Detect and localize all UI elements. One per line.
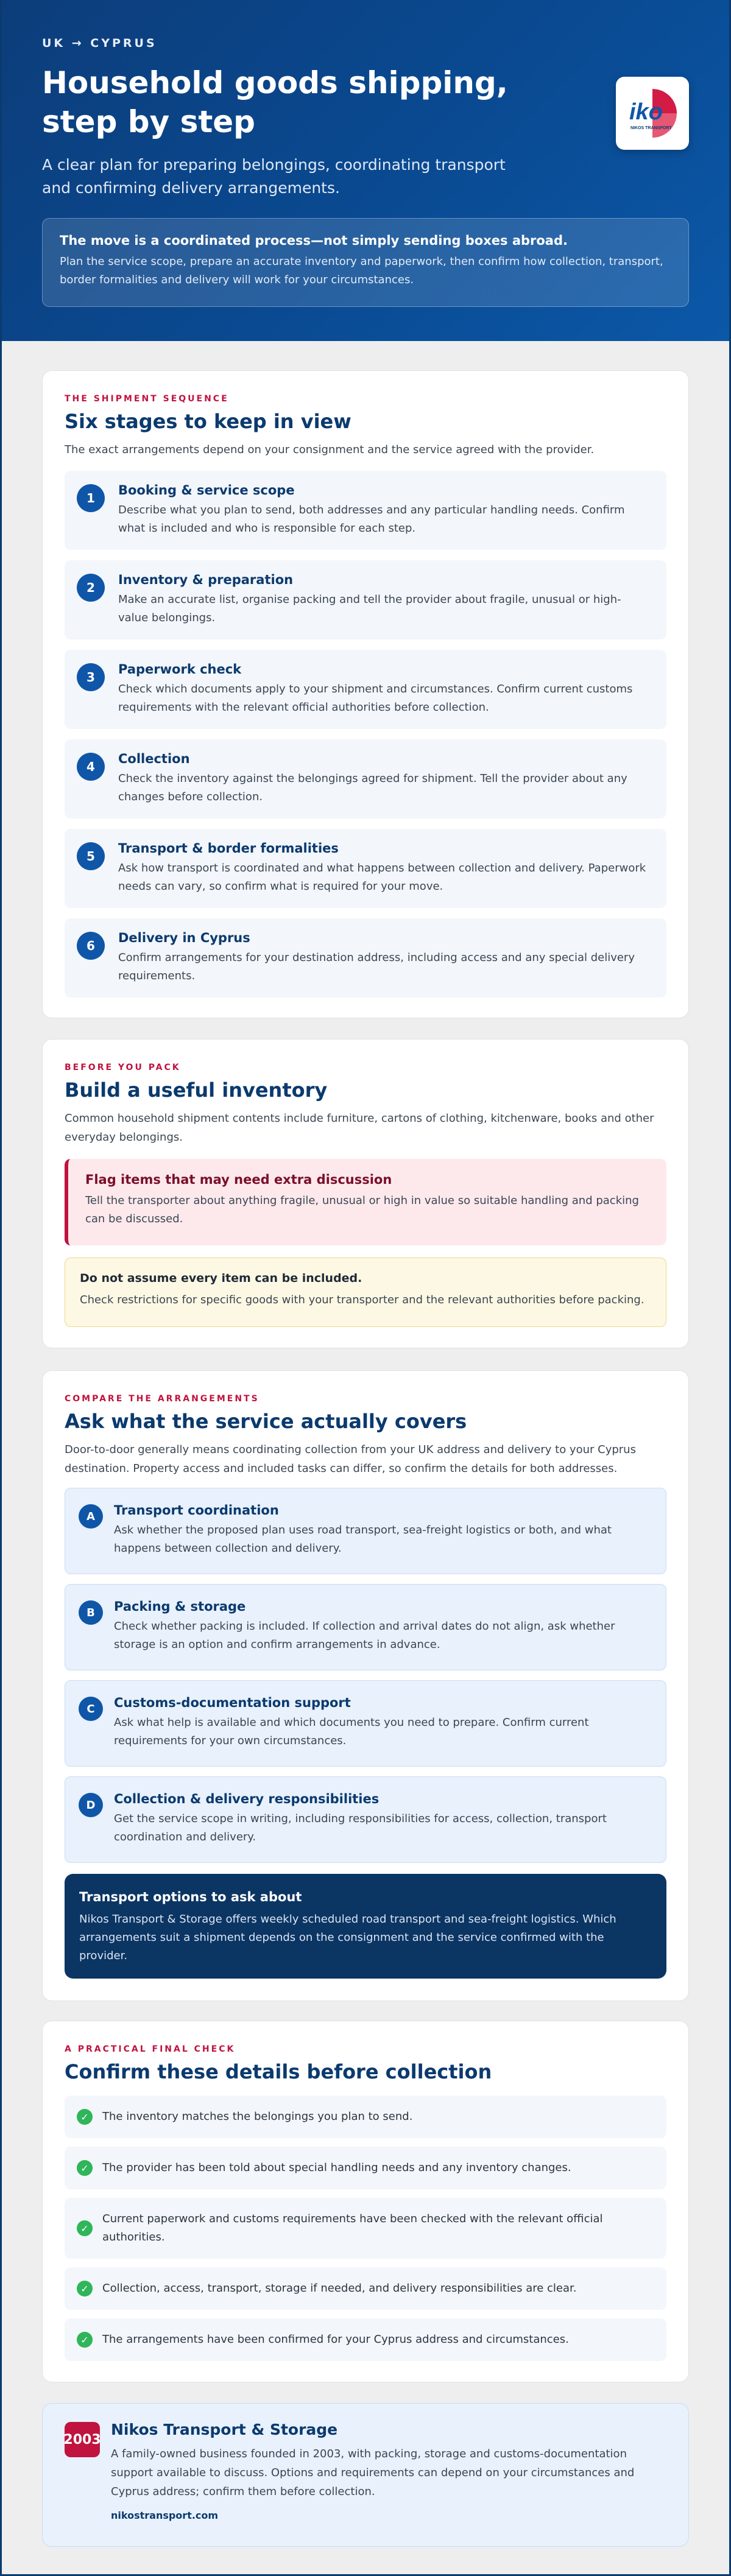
option-text: Ask what help is available and which documents you need to prepare. Confirm current requirements for your own circumstances. xyxy=(114,1716,589,1747)
stage-text: Ask how transport is coordinated and what happens between collection and delivery. Paperwork needs can vary, so confirm what is required for your move. xyxy=(118,862,646,893)
hero-banner xyxy=(2,0,729,341)
service-coverage-section xyxy=(42,1370,689,2001)
stage-text: Make an accurate list, organise packing and tell the provider about fragile, unusual or high-value belongings. xyxy=(118,593,621,624)
stage-text: Confirm arrangements for your destination address, including access and any special delivery requirements. xyxy=(118,951,635,982)
option-text: Check whether packing is included. If collection and arrival dates do not align, ask whether storage is an option and confirm arrangements in advance. xyxy=(114,1620,615,1651)
stage-title: Delivery in Cyprus xyxy=(118,931,250,945)
option-letter: C xyxy=(79,1697,103,1721)
stage-text: Describe what you plan to send, both addresses and any particular handling needs. Confirm what is included and who is responsible for each step. xyxy=(118,504,625,535)
stage-item xyxy=(65,829,666,908)
callout-title: The move is a coordinated process—not simply sending boxes abroad. xyxy=(60,233,568,248)
service-option xyxy=(65,1584,666,1670)
section-kicker: BEFORE YOU PACK xyxy=(65,1063,181,1072)
checklist-item xyxy=(65,2198,666,2259)
logo-mark-icon xyxy=(623,84,682,143)
checklist-text: Current paperwork and customs requirements have been checked with the relevant official authorities. xyxy=(102,2212,603,2243)
option-text: Get the service scope in writing, including responsibilities for access, collection, transport coordination and delivery. xyxy=(114,1812,607,1843)
stage-number: 3 xyxy=(77,663,105,691)
option-title: Transport coordination xyxy=(114,1503,279,1518)
option-text: Ask whether the proposed plan uses road transport, sea-freight logistics or both, and what happens between collection and delivery. xyxy=(114,1524,612,1555)
warning-title: Do not assume every item can be included. xyxy=(80,1272,362,1285)
stage-title: Booking & service scope xyxy=(118,483,295,498)
stage-title: Paperwork check xyxy=(118,662,242,677)
checklist-text: The arrangements have been confirmed for your Cyprus address and circumstances. xyxy=(102,2333,569,2346)
transport-text: Nikos Transport & Storage offers weekly scheduled road transport and sea-freight logistics. Which arrangements suit a shipment depends on the consignment and the service confirmed with the provider. xyxy=(79,1913,616,1962)
check-icon: ✓ xyxy=(77,2281,93,2296)
logo-caption: NIKOS TRANSPORT xyxy=(630,126,672,130)
flag-title: Flag items that may need extra discussion xyxy=(85,1172,392,1187)
checklist-item xyxy=(65,2318,666,2361)
callout-text: Plan the service scope, prepare an accurate inventory and paperwork, then confirm how collection, transport, border formalities and delivery will work for your circumstances. xyxy=(60,255,663,286)
section-intro: Common household shipment contents include furniture, cartons of clothing, kitchenware, books and other everyday belongings. xyxy=(65,1112,654,1144)
warning-text: Check restrictions for specific goods with your transporter and the relevant authorities before packing. xyxy=(80,1293,644,1306)
transport-options-panel xyxy=(65,1874,666,1979)
final-check-section xyxy=(42,2021,689,2382)
hero-callout xyxy=(42,218,689,307)
company-name: Nikos Transport & Storage xyxy=(111,2421,338,2438)
stage-number: 4 xyxy=(77,753,105,781)
flag-text: Tell the transporter about anything fragile, unusual or high in value so suitable handling and packing can be discussed. xyxy=(85,1194,639,1225)
service-option xyxy=(65,1776,666,1863)
section-title: Six stages to keep in view xyxy=(65,410,351,433)
page-title: Household goods shipping, step by step xyxy=(42,65,508,139)
flag-items-callout xyxy=(65,1159,666,1245)
stage-number: 2 xyxy=(77,574,105,602)
stage-number: 6 xyxy=(77,932,105,960)
section-title: Confirm these details before collection xyxy=(65,2060,492,2083)
check-icon: ✓ xyxy=(77,2160,93,2176)
checklist-item xyxy=(65,2096,666,2138)
section-kicker: COMPARE THE ARRANGEMENTS xyxy=(65,1394,260,1404)
checklist-item xyxy=(65,2267,666,2310)
checklist-item xyxy=(65,2147,666,2189)
logo-text: iko xyxy=(629,99,663,125)
option-letter: A xyxy=(79,1504,103,1529)
hero-kicker: UK → CYPRUS xyxy=(42,37,157,50)
stage-text: Check the inventory against the belongings agreed for shipment. Tell the provider about any changes before collection. xyxy=(118,772,627,803)
option-letter: D xyxy=(79,1793,103,1817)
company-description: A family-owned business founded in 2003, with packing, storage and customs-documentation support available to discuss. Options and requirements can depend on your circumstances and Cyprus address; confirm them before collection. xyxy=(111,2448,635,2498)
option-letter: B xyxy=(79,1600,103,1625)
stage-number: 5 xyxy=(77,842,105,870)
checklist-text: The inventory matches the belongings you plan to send. xyxy=(102,2110,413,2123)
restriction-warning xyxy=(65,1258,666,1327)
service-option xyxy=(65,1488,666,1574)
section-intro: The exact arrangements depend on your consignment and the service agreed with the provider. xyxy=(65,443,595,456)
company-website-link[interactable]: nikostransport.com xyxy=(111,2510,219,2521)
section-intro: Door-to-door generally means coordinating collection from your UK address and delivery to your Cyprus destination. Property access and included tasks can differ, so confirm the details for both addresses. xyxy=(65,1443,636,1475)
stage-text: Check which documents apply to your shipment and circumstances. Confirm current customs requirements with the relevant official authorities before collection. xyxy=(118,683,633,714)
stage-item xyxy=(65,560,666,639)
checklist-text: The provider has been told about special handling needs and any inventory changes. xyxy=(102,2161,571,2174)
transport-title: Transport options to ask about xyxy=(79,1890,302,1904)
stage-title: Inventory & preparation xyxy=(118,572,294,587)
stage-title: Transport & border formalities xyxy=(118,841,339,856)
stage-item xyxy=(65,650,666,729)
section-title: Build a useful inventory xyxy=(65,1079,328,1102)
stage-title: Collection xyxy=(118,751,190,766)
stage-item xyxy=(65,471,666,550)
option-title: Packing & storage xyxy=(114,1599,246,1614)
section-kicker: A PRACTICAL FINAL CHECK xyxy=(65,2044,236,2054)
stage-item xyxy=(65,918,666,998)
check-icon: ✓ xyxy=(77,2332,93,2348)
founded-year-badge: 2003 xyxy=(65,2422,100,2457)
stage-item xyxy=(65,739,666,818)
option-title: Collection & delivery responsibilities xyxy=(114,1792,380,1806)
service-option xyxy=(65,1680,666,1767)
inventory-section xyxy=(42,1039,689,1348)
shipment-sequence-section xyxy=(42,370,689,1018)
check-icon: ✓ xyxy=(77,2220,93,2236)
option-title: Customs-documentation support xyxy=(114,1695,351,1710)
check-icon: ✓ xyxy=(77,2109,93,2125)
section-kicker: THE SHIPMENT SEQUENCE xyxy=(65,394,229,404)
section-title: Ask what the service actually covers xyxy=(65,1410,467,1433)
hero-subtitle: A clear plan for preparing belongings, coordinating transport and confirming delivery arrangements. xyxy=(42,156,506,197)
company-footer xyxy=(42,2403,689,2547)
company-logo xyxy=(616,77,689,150)
checklist-text: Collection, access, transport, storage if needed, and delivery responsibilities are clear. xyxy=(102,2282,577,2295)
stage-number: 1 xyxy=(77,484,105,512)
